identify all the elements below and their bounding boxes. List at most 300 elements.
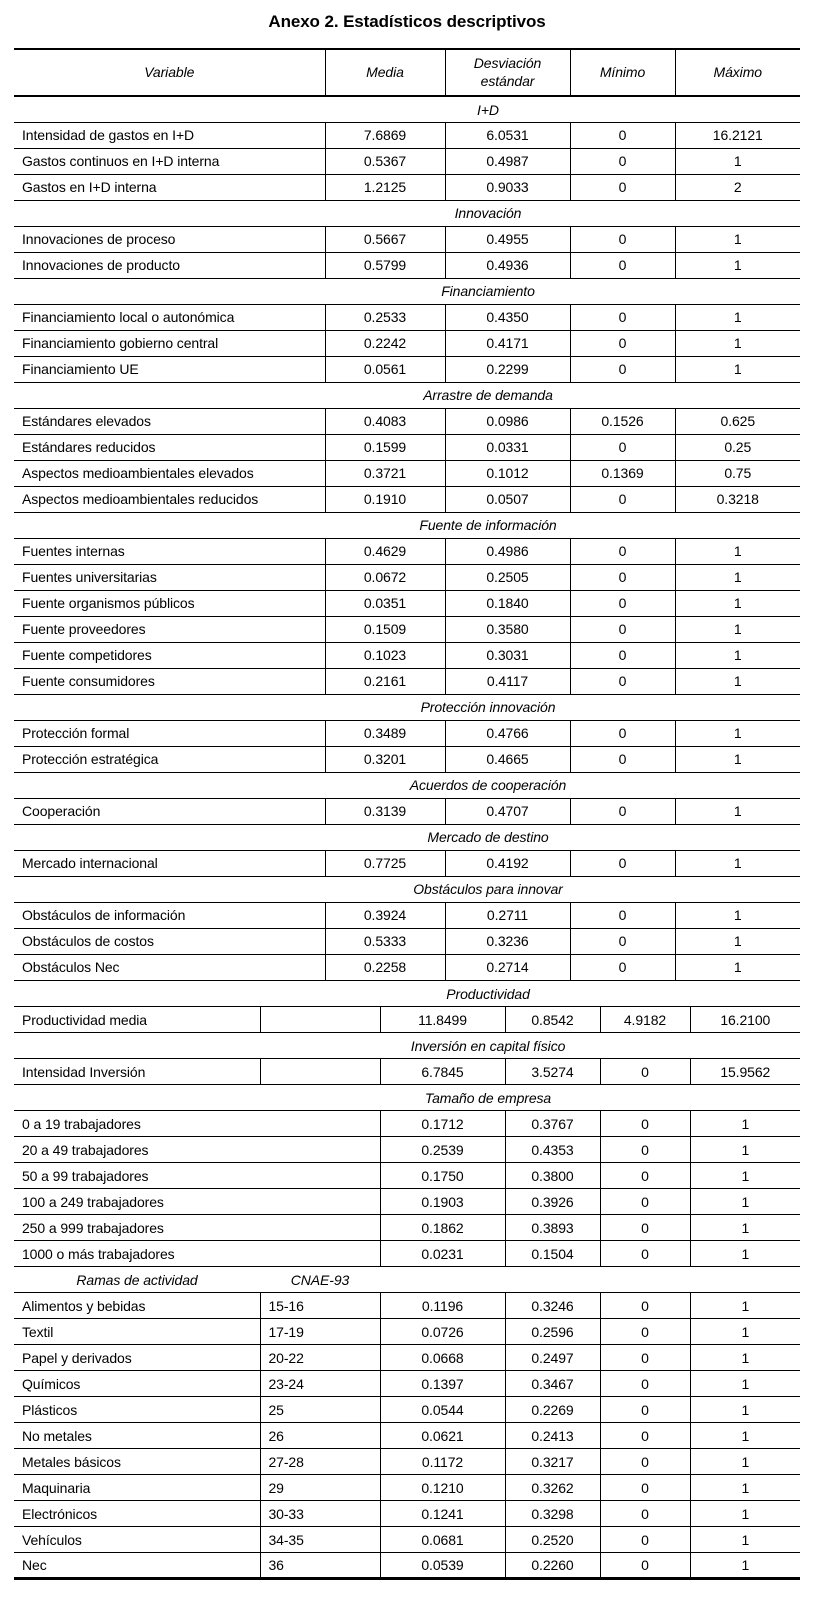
section-header-row [14,278,800,304]
max-cell: 1 [675,148,800,174]
max-cell: 16.2100 [690,1007,800,1033]
sd-cell: 0.1012 [445,460,570,486]
sd-cell: 0.1840 [445,590,570,616]
min-cell: 0 [600,1423,690,1449]
max-cell: 1 [690,1137,800,1163]
sd-cell: 0.2497 [505,1345,600,1371]
upper-table-body [14,96,800,980]
max-cell: 1 [690,1319,800,1345]
variable-cell: 0 a 19 trabajadores [14,1111,380,1137]
code-cell: 25 [260,1397,380,1423]
table-row [14,642,800,668]
variable-cell: Intensidad Inversión [14,1059,260,1085]
sd-cell: 0.0331 [445,434,570,460]
table-row [14,330,800,356]
section-name: Ramas de actividad [14,1267,260,1293]
sd-cell: 0.3893 [505,1215,600,1241]
variable-cell: Nec [14,1553,260,1579]
section-header-row [14,824,800,850]
min-cell: 0 [570,564,675,590]
sd-cell: 0.9033 [445,174,570,200]
max-cell: 1 [690,1397,800,1423]
table-row [14,304,800,330]
section-header-row [14,1085,800,1111]
media-cell: 0.2533 [325,304,445,330]
section-header-row [14,96,800,122]
section-name: Fuente de información [14,512,800,538]
variable-cell: Fuente consumidores [14,668,325,694]
section-header-row [14,772,800,798]
min-cell: 0 [570,148,675,174]
table-row [14,486,800,512]
sd-cell: 0.2520 [505,1527,600,1553]
min-cell: 0 [570,330,675,356]
table-row [14,616,800,642]
sd-cell: 0.0507 [445,486,570,512]
table-row [14,408,800,434]
sd-cell: 0.3467 [505,1371,600,1397]
code-cell: 34-35 [260,1527,380,1553]
sd-cell: 0.3217 [505,1449,600,1475]
column-header-variable: Variable [14,49,325,96]
variable-cell: Electrónicos [14,1501,260,1527]
table-row [14,434,800,460]
media-cell: 0.1397 [380,1371,505,1397]
max-cell: 2 [675,174,800,200]
variable-cell: 50 a 99 trabajadores [14,1163,380,1189]
table-row [14,1397,800,1423]
media-cell: 0.1196 [380,1293,505,1319]
sd-cell: 0.3246 [505,1293,600,1319]
max-cell: 1 [675,356,800,382]
variable-cell: No metales [14,1423,260,1449]
media-cell: 0.3924 [325,902,445,928]
min-cell: 0 [570,252,675,278]
section-name: I+D [14,96,800,122]
max-cell: 1 [675,850,800,876]
max-cell: 1 [675,330,800,356]
section-header-row [14,694,800,720]
table-row [14,1553,800,1579]
section-name: Innovación [14,200,800,226]
variable-cell: Textil [14,1319,260,1345]
media-cell: 0.1241 [380,1501,505,1527]
sd-cell: 0.4766 [445,720,570,746]
code-cell: 27-28 [260,1449,380,1475]
table-row [14,902,800,928]
max-cell: 1 [690,1215,800,1241]
section-name: Inversión en capital físico [14,1033,800,1059]
max-cell: 1 [675,798,800,824]
media-cell: 0.5367 [325,148,445,174]
min-cell: 0 [570,642,675,668]
max-cell: 1 [690,1423,800,1449]
sd-cell: 0.4665 [445,746,570,772]
media-cell: 0.7725 [325,850,445,876]
media-cell: 0.0351 [325,590,445,616]
variable-cell: Financiamiento gobierno central [14,330,325,356]
media-cell: 0.5799 [325,252,445,278]
variable-cell: Gastos continuos en I+D interna [14,148,325,174]
table-row [14,122,800,148]
media-cell: 0.0544 [380,1397,505,1423]
empty-cell [380,1267,800,1293]
column-header-min: Mínimo [570,49,675,96]
min-cell: 0 [600,1397,690,1423]
min-cell: 0 [570,720,675,746]
max-cell: 15.9562 [690,1059,800,1085]
min-cell: 0 [600,1501,690,1527]
media-cell: 0.1210 [380,1475,505,1501]
min-cell: 0 [570,668,675,694]
media-cell: 0.4629 [325,538,445,564]
media-cell: 0.0726 [380,1319,505,1345]
sd-cell: 0.2299 [445,356,570,382]
table-row [14,1449,800,1475]
min-cell: 0 [570,616,675,642]
min-cell: 0 [570,850,675,876]
table-row [14,1059,800,1085]
min-cell: 0 [570,174,675,200]
section-name: Productividad [14,981,800,1007]
variable-cell: Obstáculos Nec [14,954,325,980]
table-row [14,954,800,980]
code-cell: 17-19 [260,1319,380,1345]
section-header-row [14,512,800,538]
media-cell: 0.1172 [380,1449,505,1475]
table-row [14,174,800,200]
code-cell: 29 [260,1475,380,1501]
max-cell: 1 [690,1501,800,1527]
variable-cell: Fuentes universitarias [14,564,325,590]
media-cell: 0.0668 [380,1345,505,1371]
min-cell: 0 [570,954,675,980]
table-row [14,460,800,486]
max-cell: 1 [675,226,800,252]
variable-cell: Químicos [14,1371,260,1397]
sd-cell: 0.4936 [445,252,570,278]
sd-cell: 0.3767 [505,1111,600,1137]
column-header-row [14,49,800,96]
section-name: Tamaño de empresa [14,1085,800,1111]
sd-cell: 0.3031 [445,642,570,668]
max-cell: 16.2121 [675,122,800,148]
min-cell: 0 [600,1449,690,1475]
code-cell: 15-16 [260,1293,380,1319]
sd-cell: 0.4350 [445,304,570,330]
max-cell: 1 [675,746,800,772]
section-name: Obstáculos para innovar [14,876,800,902]
media-cell: 7.6869 [325,122,445,148]
sd-cell: 0.4117 [445,668,570,694]
media-cell: 0.3489 [325,720,445,746]
min-cell: 0 [600,1553,690,1579]
sd-cell: 0.8542 [505,1007,600,1033]
media-cell: 0.4083 [325,408,445,434]
variable-cell: Alimentos y bebidas [14,1293,260,1319]
media-cell: 0.0561 [325,356,445,382]
table-row [14,1423,800,1449]
column-header-media: Media [325,49,445,96]
min-cell: 0 [600,1215,690,1241]
stats-table-lower [14,981,800,1581]
media-cell: 0.1750 [380,1163,505,1189]
min-cell: 0 [600,1319,690,1345]
max-cell: 0.3218 [675,486,800,512]
section-header-row [14,200,800,226]
variable-cell: Intensidad de gastos en I+D [14,122,325,148]
min-cell: 0 [570,226,675,252]
sd-cell: 0.3262 [505,1475,600,1501]
code-cell: 36 [260,1553,380,1579]
max-cell: 1 [675,538,800,564]
variable-cell: Fuente organismos públicos [14,590,325,616]
variable-cell: Innovaciones de producto [14,252,325,278]
sd-cell: 0.0986 [445,408,570,434]
sd-cell: 0.4192 [445,850,570,876]
sd-cell: 0.4987 [445,148,570,174]
table-row [14,590,800,616]
min-cell: 0 [570,434,675,460]
min-cell: 0 [570,746,675,772]
min-cell: 0.1526 [570,408,675,434]
table-row [14,1137,800,1163]
media-cell: 0.0681 [380,1527,505,1553]
min-cell: 0 [600,1475,690,1501]
min-cell: 0 [570,304,675,330]
sd-cell: 0.4171 [445,330,570,356]
media-cell: 0.1712 [380,1111,505,1137]
max-cell: 1 [690,1449,800,1475]
table-row [14,1501,800,1527]
table-row [14,1163,800,1189]
media-cell: 6.7845 [380,1059,505,1085]
variable-cell: Aspectos medioambientales elevados [14,460,325,486]
sd-cell: 0.2596 [505,1319,600,1345]
table-row [14,1215,800,1241]
sd-cell: 0.3236 [445,928,570,954]
table-row [14,1371,800,1397]
media-cell: 0.2258 [325,954,445,980]
media-cell: 0.3721 [325,460,445,486]
max-cell: 1 [675,590,800,616]
max-cell: 1 [675,564,800,590]
table-row [14,1293,800,1319]
min-cell: 0 [600,1345,690,1371]
variable-cell: Obstáculos de información [14,902,325,928]
min-cell: 0 [600,1293,690,1319]
media-cell: 0.5333 [325,928,445,954]
variable-cell: Protección formal [14,720,325,746]
sd-cell: 0.4955 [445,226,570,252]
table-row [14,356,800,382]
min-cell: 0 [570,122,675,148]
table-title: Anexo 2. Estadísticos descriptivos [268,12,546,31]
media-cell: 0.1910 [325,486,445,512]
min-cell: 0 [570,356,675,382]
max-cell: 1 [690,1345,800,1371]
section-header-row [14,1033,800,1059]
max-cell: 1 [675,928,800,954]
media-cell: 0.5667 [325,226,445,252]
max-cell: 1 [690,1189,800,1215]
sd-cell: 0.2711 [445,902,570,928]
variable-cell: Papel y derivados [14,1345,260,1371]
variable-cell: Cooperación [14,798,325,824]
min-cell: 0 [570,486,675,512]
max-cell: 1 [675,252,800,278]
variable-cell: Obstáculos de costos [14,928,325,954]
min-cell: 0 [570,902,675,928]
table-row [14,746,800,772]
section-header-row [14,1267,800,1293]
sd-cell: 0.4353 [505,1137,600,1163]
variable-cell: Gastos en I+D interna [14,174,325,200]
media-cell: 0.0539 [380,1553,505,1579]
max-cell: 1 [675,954,800,980]
max-cell: 1 [690,1527,800,1553]
variable-cell: 250 a 999 trabajadores [14,1215,380,1241]
code-cell: 23-24 [260,1371,380,1397]
table-row [14,720,800,746]
stats-table-upper [14,48,800,981]
variable-cell: Innovaciones de proceso [14,226,325,252]
sd-cell: 0.3926 [505,1189,600,1215]
max-cell: 1 [690,1475,800,1501]
variable-cell: Fuente proveedores [14,616,325,642]
max-cell: 0.625 [675,408,800,434]
table-row [14,798,800,824]
min-cell: 0 [570,928,675,954]
section-name: Acuerdos de cooperación [14,772,800,798]
section-header-row [14,382,800,408]
variable-cell: Productividad media [14,1007,260,1033]
min-cell: 0.1369 [570,460,675,486]
section-name: Mercado de destino [14,824,800,850]
media-cell: 0.2242 [325,330,445,356]
max-cell: 0.75 [675,460,800,486]
variable-cell: Estándares elevados [14,408,325,434]
table-row [14,538,800,564]
min-cell: 0 [600,1527,690,1553]
variable-cell: Estándares reducidos [14,434,325,460]
media-cell: 0.2161 [325,668,445,694]
table-row [14,226,800,252]
sd-cell: 0.4707 [445,798,570,824]
max-cell: 1 [675,902,800,928]
column-header-sd: Desviación estándar [445,49,570,96]
min-cell: 0 [600,1241,690,1267]
max-cell: 1 [675,304,800,330]
min-cell: 4.9182 [600,1007,690,1033]
variable-cell: Financiamiento UE [14,356,325,382]
max-cell: 1 [690,1111,800,1137]
table-row [14,1111,800,1137]
sd-cell: 0.2413 [505,1423,600,1449]
media-cell: 0.3139 [325,798,445,824]
code-cell: 26 [260,1423,380,1449]
variable-cell: Protección estratégica [14,746,325,772]
media-cell: 0.0672 [325,564,445,590]
code-cell: 20-22 [260,1345,380,1371]
code-cell [260,1007,380,1033]
table-row [14,1007,800,1033]
variable-cell: Plásticos [14,1397,260,1423]
variable-cell: Fuente competidores [14,642,325,668]
section-name: Financiamiento [14,278,800,304]
max-cell: 1 [690,1371,800,1397]
media-cell: 0.1599 [325,434,445,460]
table-row [14,1319,800,1345]
media-cell: 0.1903 [380,1189,505,1215]
sd-cell: 0.3580 [445,616,570,642]
sd-cell: 0.2269 [505,1397,600,1423]
table-row [14,1241,800,1267]
variable-cell: Mercado internacional [14,850,325,876]
sd-cell: 0.2505 [445,564,570,590]
min-cell: 0 [600,1163,690,1189]
table-row [14,252,800,278]
media-cell: 0.0621 [380,1423,505,1449]
table-row [14,928,800,954]
min-cell: 0 [600,1059,690,1085]
table-row [14,1345,800,1371]
media-cell: 0.1509 [325,616,445,642]
min-cell: 0 [570,798,675,824]
min-cell: 0 [600,1371,690,1397]
section-name: Arrastre de demanda [14,382,800,408]
sd-cell: 0.4986 [445,538,570,564]
variable-cell: Metales básicos [14,1449,260,1475]
table-row [14,850,800,876]
max-cell: 1 [690,1241,800,1267]
media-cell: 0.2539 [380,1137,505,1163]
min-cell: 0 [600,1137,690,1163]
max-cell: 1 [675,668,800,694]
media-cell: 0.1023 [325,642,445,668]
max-cell: 1 [675,616,800,642]
min-cell: 0 [600,1189,690,1215]
max-cell: 1 [690,1293,800,1319]
code-cell: 30-33 [260,1501,380,1527]
sd-cell: 0.3298 [505,1501,600,1527]
variable-cell: 1000 o más trabajadores [14,1241,380,1267]
variable-cell: Financiamiento local o autonómica [14,304,325,330]
sd-cell: 3.5274 [505,1059,600,1085]
variable-cell: Maquinaria [14,1475,260,1501]
table-row [14,1527,800,1553]
table-row [14,1189,800,1215]
min-cell: 0 [570,590,675,616]
max-cell: 1 [675,642,800,668]
table-row [14,564,800,590]
max-cell: 1 [690,1163,800,1189]
max-cell: 1 [675,720,800,746]
code-column-header: CNAE-93 [260,1267,380,1293]
max-cell: 1 [690,1553,800,1579]
lower-table-body [14,981,800,1579]
table-row [14,148,800,174]
variable-cell: Fuentes internas [14,538,325,564]
variable-cell: 20 a 49 trabajadores [14,1137,380,1163]
media-cell: 1.2125 [325,174,445,200]
section-header-row [14,876,800,902]
code-cell [260,1059,380,1085]
sd-cell: 0.2714 [445,954,570,980]
media-cell: 0.1862 [380,1215,505,1241]
min-cell: 0 [570,538,675,564]
media-cell: 0.0231 [380,1241,505,1267]
